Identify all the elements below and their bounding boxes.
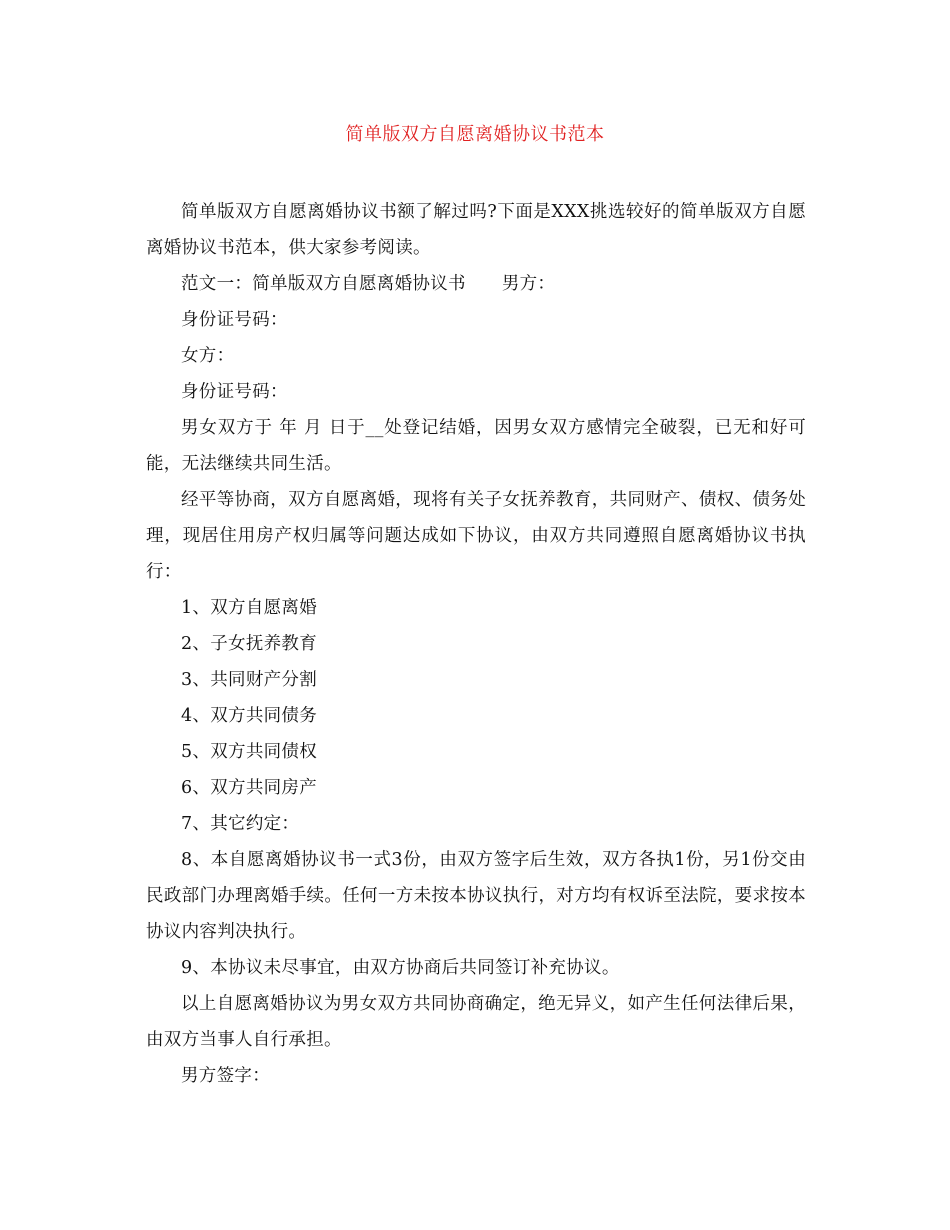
agreement-item-1: 1、双方自愿离婚 xyxy=(181,598,318,618)
marriage-paragraph: 男女双方于 年 月 日于__处登记结婚，因男女双方感情完全破裂，已无和好可能，无法继续共同生活。 xyxy=(146,418,806,474)
document-title: 简单版双方自愿离婚协议书范本 xyxy=(345,124,605,145)
agreement-item-8: 8、本自愿离婚协议书一式3份，由双方签字后生效，双方各执1份，另1份交由民政部门办理离婚手续。任何一方未按本协议执行，对方均有权诉至法院，要求按本协议内容判决执行。 xyxy=(146,850,806,942)
agreement-item-3: 3、共同财产分割 xyxy=(181,670,318,690)
document-body xyxy=(146,194,806,1094)
closing-paragraph: 以上自愿离婚协议为男女双方共同协商确定，绝无异义，如产生任何法律后果，由双方当事人自行承担。 xyxy=(146,994,806,1050)
agreement-item-2: 2、子女抚养教育 xyxy=(181,634,318,654)
agreement-item-5: 5、双方共同债权 xyxy=(181,742,318,762)
agreement-item-6: 6、双方共同房产 xyxy=(181,778,318,798)
intro-paragraph: 简单版双方自愿离婚协议书额了解过吗?下面是XXX挑选较好的简单版双方自愿离婚协议书范本，供大家参考阅读。 xyxy=(146,202,806,258)
sample-heading-line xyxy=(146,266,806,302)
female-party-label: 女方： xyxy=(181,346,235,366)
sample-heading: 范文一：简单版双方自愿离婚协议书 xyxy=(181,274,466,294)
agreement-item-9: 9、本协议未尽事宜，由双方协商后共同签订补充协议。 xyxy=(181,958,620,978)
negotiation-paragraph: 经平等协商，双方自愿离婚，现将有关子女抚养教育，共同财产、债权、债务处理，现居住用房产权归属等问题达成如下协议，由双方共同遵照自愿离婚协议书执行： xyxy=(146,490,806,582)
male-id-label: 身份证号码： xyxy=(181,310,288,330)
agreement-item-7: 7、其它约定： xyxy=(181,814,300,834)
female-id-label: 身份证号码： xyxy=(181,382,288,402)
male-signature-label: 男方签字： xyxy=(181,1066,270,1086)
agreement-item-4: 4、双方共同债务 xyxy=(181,706,318,726)
male-party-label: 男方： xyxy=(501,274,556,294)
